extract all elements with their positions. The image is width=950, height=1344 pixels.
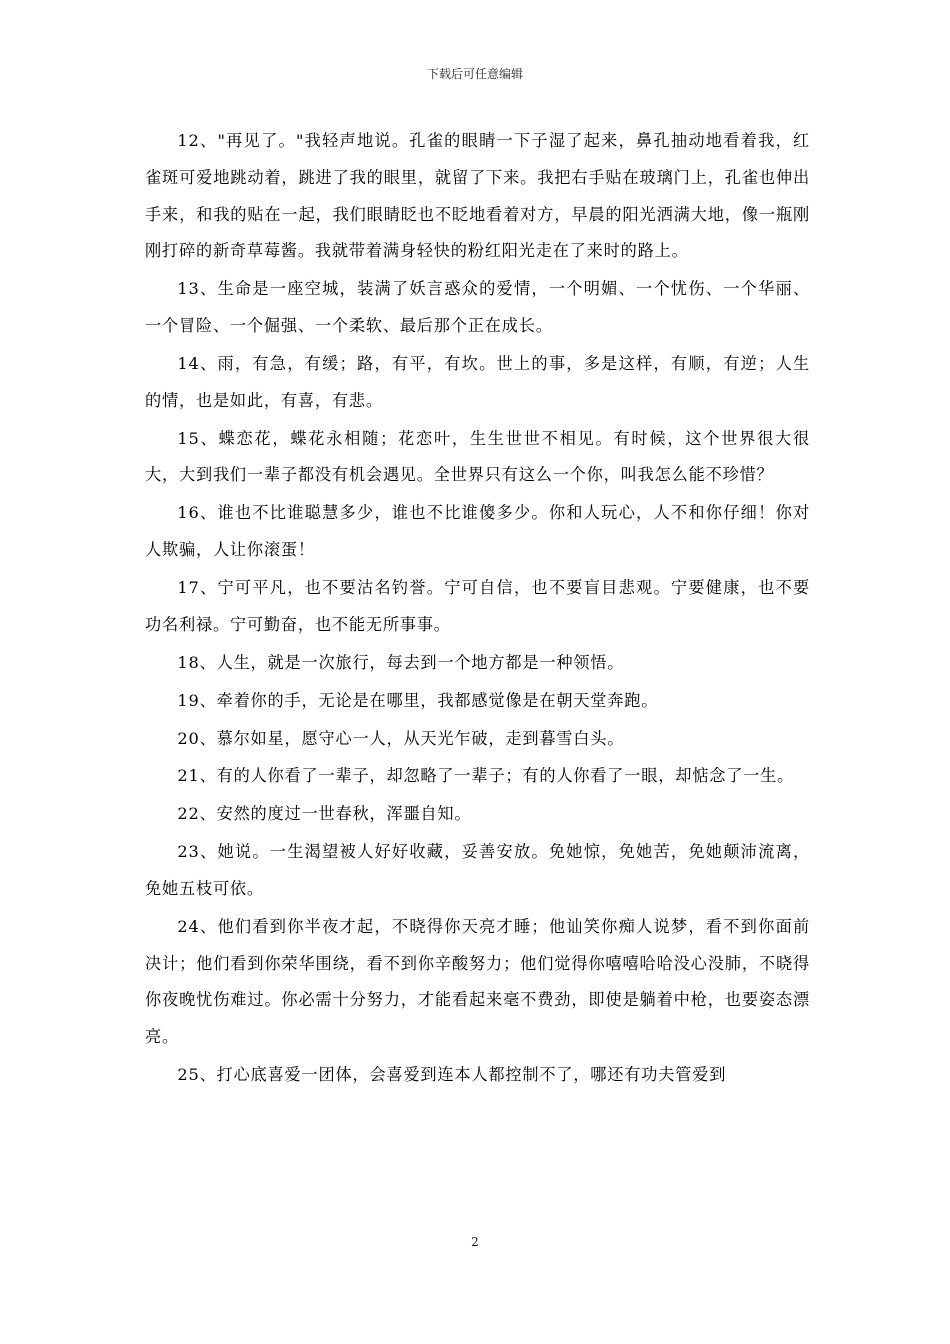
page-number: 2 [471, 1235, 479, 1249]
paragraph-24: 24、他们看到你半夜才起，不晓得你天亮才睡；他讪笑你痴人说梦，看不到你面前决计；他们看到你荣华围绕，看不到你辛酸努力；他们觉得你嘻嘻哈哈没心没肺，不晓得你夜晚忧伤难过。你必需十分努力，才能看起来毫不费劲，即使是躺着中枪，也要姿态漂亮。 [145, 916, 810, 1047]
paragraph-13: 13、生命是一座空城，装满了妖言惑众的爱情，一个明媚、一个忧伤、一个华丽、一个冒险、一个倔强、一个柔软、最后那个正在成长。 [145, 279, 810, 336]
paragraph-25: 25、打心底喜爱一团体，会喜爱到连本人都控制不了，哪还有功夫管爱到 [177, 1065, 727, 1085]
paragraph-16: 16、谁也不比谁聪慧多少，谁也不比谁傻多少。你和人玩心，人不和你仔细！你对人欺骗，人让你滚蛋！ [145, 503, 810, 560]
paragraph-12: 12、"再见了。"我轻声地说。孔雀的眼睛一下子湿了起来，鼻孔抽动地看着我，红雀斑可爱地跳动着，跳进了我的眼里，就留了下来。我把右手贴在玻璃门上，孔雀也伸出手来，和我的贴在一起，我们眼睛眨也不眨地看着对方，早晨的阳光洒满大地，像一瓶刚刚打碎的新奇草莓酱。我就带着满身轻快的粉红阳光走在了来时的路上。 [145, 131, 810, 261]
document-body [145, 123, 810, 1095]
paragraph-22: 22、安然的度过一世春秋，浑噩自知。 [177, 804, 472, 824]
paragraph-15: 15、蝶恋花，蝶花永相随；花恋叶，生生世世不相见。有时候，这个世界很大很大，大到我们一辈子都没有机会遇见。全世界只有这么一个你，叫我怎么能不珍惜？ [145, 428, 810, 485]
paragraph-14: 14、雨，有急，有缓；路，有平，有坎。世上的事，多是这样，有顺，有逆；人生的情，也是如此，有喜，有悲。 [145, 353, 810, 410]
paragraph-17: 17、宁可平凡，也不要沽名钓誉。宁可自信，也不要盲目悲观。宁要健康，也不要功名利禄。宁可勤奋，也不能无所事事。 [145, 578, 810, 634]
paragraph-23: 23、她说。一生渴望被人好好收藏，妥善安放。免她惊，免她苦，免她颠沛流离，免她五枝可依。 [145, 842, 810, 898]
paragraph-19: 19、牵着你的手，无论是在哪里，我都感觉像是在朝天堂奔跑。 [177, 690, 659, 710]
paragraph-20: 20、慕尔如星，愿守心一人，从天光乍破，走到暮雪白头。 [177, 728, 625, 748]
paragraph-21: 21、有的人你看了一辈子，却忽略了一辈子；有的人你看了一眼，却惦念了一生。 [177, 766, 795, 786]
paragraph-18: 18、人生，就是一次旅行，每去到一个地方都是一种领悟。 [177, 652, 625, 672]
page-header: 下载后可任意编辑 [426, 67, 523, 81]
